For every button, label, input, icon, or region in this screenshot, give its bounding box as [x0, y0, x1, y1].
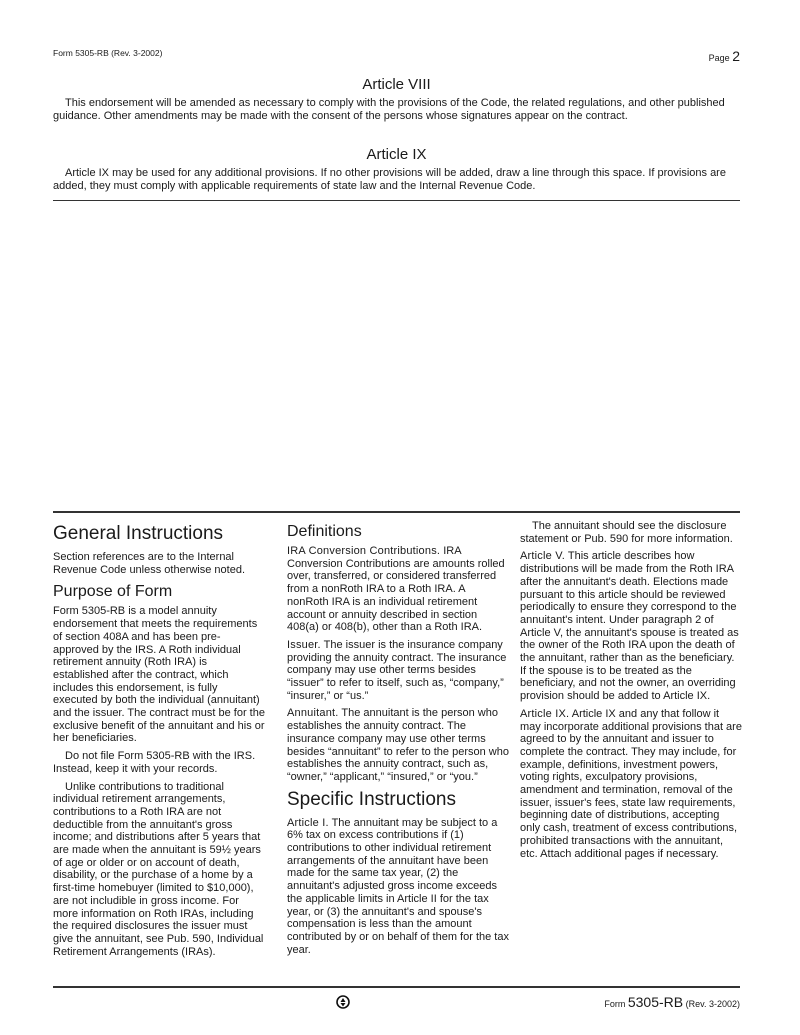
- definitions-heading: Definitions: [287, 523, 362, 540]
- page-number-value: 2: [732, 48, 740, 64]
- definition-issuer: Issuer. The issuer is the insurance company providing the annuity contract. The insurance company may use other terms besides “issuer” to refer to itself, such as, “company,” “insurer,” or “us.”: [287, 638, 507, 702]
- article-8-title: Article VIII: [362, 76, 431, 93]
- column-general-instructions: [53, 520, 265, 963]
- article-8-text: This endorsement will be amended as necessary to comply with the provisions of the Code, the related regulations, and other published guidance. Other amendments may be made with the consent of the persons whose signatures appear on the contract.: [53, 97, 725, 122]
- general-instructions-text: Section references are to the Internal Revenue Code unless otherwise noted.: [53, 551, 246, 576]
- article-9-divider: [53, 200, 740, 201]
- column-specific-continued: [520, 520, 742, 865]
- specific-article-1: Article I. The annuitant may be subject to a 6% tax on excess contributions if (1) contributions to other individual retirement arrangements of the annuitant have been made for the same tax year, (2) the annuitant's adjusted gross income exceeds the applicable limits in Article II for the tax year, or (3) the annuitant's and spouse's compensation is less than the amount contributed by or on behalf of them for the tax year.: [287, 816, 509, 956]
- definition-ira-conversion: IRA Conversion Contributions. IRA Conversion Contributions are amounts rolled over, transferred, or considered transferred from a nonRoth IRA to a Roth IRA. A nonRoth IRA is an individual retirement account or annuity described in section 408(a) or 408(b), other than a Roth IRA.: [287, 545, 505, 634]
- specific-article-9: Article IX. Article IX and any that follow it may incorporate additional provisions that are agreed to by the annuitant and issuer to complete the contract. They may include, for example, definitions, investment powers, voting rights, exculpatory provisions, amendment and termination, removal of the issuer, issuer's fees, state law requirements, beginning date of distributions, accepting only cash, treatment of excess contributions, prohibited transactions with the annuitant, etc. Attach additional pages if necessary.: [520, 707, 742, 860]
- form-header-id: Form 5305-RB (Rev. 3-2002): [53, 48, 163, 58]
- instructions-top-rule: [53, 511, 740, 513]
- footer-rule: [53, 986, 740, 988]
- general-instructions-heading: General Instructions: [53, 523, 224, 544]
- purpose-paragraph-1: Form 5305-RB is a model annuity endorsement that meets the requirements of section 408A and has been pre-approved by the IRS. A Roth individual retirement annuity (Roth IRA) is established after the contract, which includes this endorsement, is fully executed by both the individual (annuitant) and the issuer. The contract must be for the exclusive benefit of the annuitant and his or her beneficiaries.: [53, 605, 265, 745]
- column-definitions: [287, 520, 509, 961]
- purpose-heading: Purpose of Form: [53, 583, 173, 601]
- page-number: [709, 48, 740, 64]
- page-label: Page: [708, 53, 730, 63]
- purpose-paragraph-2: Do not file Form 5305-RB with the IRS. Instead, keep it with your records.: [53, 750, 256, 775]
- definition-annuitant: Annuitant. The annuitant is the person who establishes the annuity contract. The insurance company may use other terms besides “annuitant” to refer to the person who establishes the annuity contract, such as, “owner,” “applicant,” “insured,” or “you.”: [287, 707, 509, 783]
- purpose-paragraph-3: Unlike contributions to traditional individual retirement arrangements, contributions to a Roth IRA are not deductible from the annuitant's gross income; and distributions after 5 years that are made when the annuitant is 59½ years of age or older or on account of death, disability, or the purchase of a home by a first-time homebuyer (limited to $10,000), are not includible in gross income. For more information on Roth IRAs, including the required disclosures the issuer must give the annuitant, see Pub. 590, Individual Retirement Arrangements (IRAs).: [53, 780, 264, 958]
- specific-instructions-heading: Specific Instructions: [287, 788, 456, 810]
- disclosure-note: The annuitant should see the disclosure statement or Pub. 590 for more information.: [520, 520, 733, 545]
- article-9-title: Article IX: [366, 146, 427, 163]
- article-9-text: Article IX may be used for any additional provisions. If no other provisions will be added, draw a line through this space. If provisions are added, they must comply with applicable requirements of state law and the Internal Revenue Code.: [53, 167, 726, 192]
- footer-form-id: Form 5305-RB (Rev. 3-2002): [604, 994, 740, 1010]
- specific-article-5: Article V. This article describes how distributions will be made from the Roth IRA after the annuitant's death. Elections made pursuant to this article should be reviewed periodically to ensure they correspond to the annuitant's intent. Under paragraph 2 of Article V, the annuitant's spouse is treated as the owner of the Roth IRA upon the death of the annuitant, rather than as the beneficiary. If the spouse is to be treated as the beneficiary, and not the owner, an overriding provision should be added to Article IX.: [520, 550, 739, 703]
- recycle-icon: [336, 995, 350, 1009]
